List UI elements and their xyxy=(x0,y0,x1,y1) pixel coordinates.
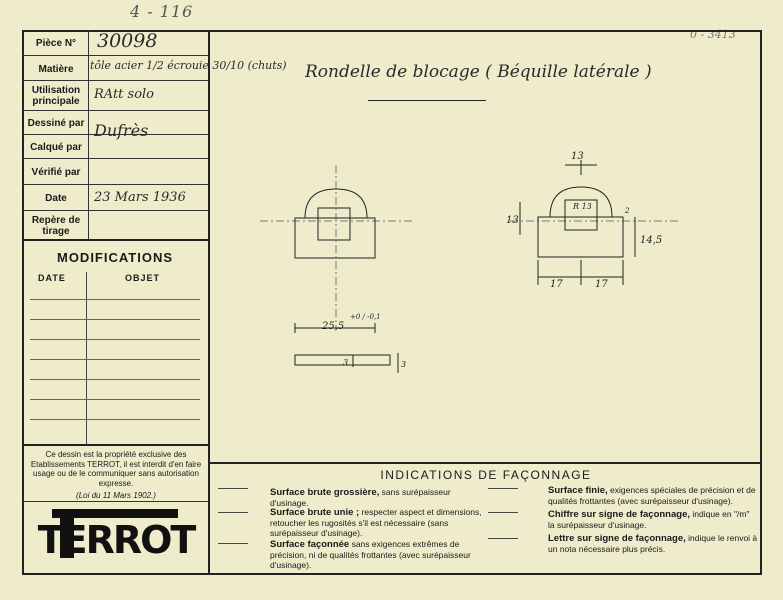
dim-3: 3 xyxy=(343,358,349,367)
indication-5 xyxy=(548,509,758,530)
indication-3 xyxy=(270,539,485,570)
title-underline xyxy=(368,100,486,101)
indication-6 xyxy=(548,533,758,554)
copyright-text: Ce dessin est la propriété exclusive des Etablissements TERROT, il est interdit d'en faire usage ou de le communiquer sans autorisation expresse. xyxy=(30,450,202,488)
date-label: Date xyxy=(45,193,67,204)
logo-divider xyxy=(22,501,208,502)
shaped-surface-symbol xyxy=(218,543,248,557)
utilisation-value: RAtt solo xyxy=(94,87,155,102)
dim-13-top: 13 xyxy=(571,151,584,162)
matiere-value: tôle acier 1/2 écrouie 30/10 (chuts) xyxy=(90,59,287,72)
piece-row xyxy=(22,30,208,56)
indications-title: INDICATIONS DE FAÇONNAGE xyxy=(380,468,592,482)
indication-3-desc: sans exigences extrêmes de précision, ni de qualités frottantes (avec surépaisseur d'usinage). xyxy=(270,539,471,570)
dim-25-5: 25,5 xyxy=(322,321,345,332)
indication-2-name: Surface brute unie ; xyxy=(270,507,360,518)
indication-2-desc: respecter aspect et dimensions, retoucher les rugosités s'il est nécessaire (sans surépaisseur d'usinage). xyxy=(270,507,482,538)
terrot-logo-mark xyxy=(37,507,195,563)
technical-drawing xyxy=(210,105,762,460)
dessine-row xyxy=(22,111,208,140)
indication-4-desc: exigences spéciales de précision et de qualités frottantes (avec surépaisseur d'usinage). xyxy=(548,485,756,506)
utilisation-row xyxy=(22,81,208,111)
letter-sign-symbol xyxy=(488,538,518,552)
dim-3b: 3 xyxy=(401,360,407,369)
indication-1-desc: sans surépaisseur d'usinage. xyxy=(270,487,451,508)
repere-label: Repère de tirage xyxy=(31,215,81,237)
dim-2: 2 xyxy=(625,207,630,215)
calque-label: Calqué par xyxy=(30,142,82,153)
dessine-label: Dessiné par xyxy=(27,118,85,129)
modifications-objet-header: OBJET xyxy=(125,273,161,283)
matiere-row xyxy=(22,56,287,81)
indication-6-desc: indique le renvoi à un nota nécessaire plus précis. xyxy=(548,533,758,554)
dim-13-left: 13 xyxy=(506,215,519,226)
finished-surface-symbol xyxy=(488,488,518,502)
indication-1-name: Surface brute grossière, xyxy=(270,487,380,498)
dim-17-left: 17 xyxy=(550,279,563,290)
indication-4 xyxy=(548,485,758,506)
indication-5-name: Chiffre sur signe de façonnage, xyxy=(548,509,690,520)
dim-radius: R 13 xyxy=(573,202,592,211)
copyright-notice xyxy=(26,450,206,501)
front-view xyxy=(260,165,415,330)
terrot-logo xyxy=(37,507,195,563)
modifications-rule xyxy=(30,399,200,400)
modifications-title: MODIFICATIONS xyxy=(56,250,174,265)
dim-14-5: 14,5 xyxy=(640,235,663,246)
calque-row xyxy=(22,135,208,159)
drawing-title: Rondelle de blocage ( Béquille latérale ) xyxy=(305,62,652,82)
reference-number: 0 - 3413 xyxy=(690,28,736,41)
indication-5-desc: indique en "/m" la surépaisseur d'usinage. xyxy=(548,509,750,530)
plain-surface-symbol xyxy=(218,512,248,526)
modifications-bottom-rule xyxy=(22,444,208,446)
dim-17-right: 17 xyxy=(595,279,608,290)
modifications-rule xyxy=(30,359,200,360)
date-value: 23 Mars 1936 xyxy=(94,190,186,205)
date-row xyxy=(22,185,208,211)
figure-sign-symbol xyxy=(488,512,518,526)
indication-4-name: Surface finie, xyxy=(548,485,608,496)
logo-text: TERROT xyxy=(37,518,195,562)
modifications-rule xyxy=(30,319,200,320)
rough-surface-symbol xyxy=(218,488,248,502)
modifications-date-header: DATE xyxy=(38,273,66,283)
verifie-row xyxy=(22,159,208,185)
piece-value: 30098 xyxy=(97,30,158,52)
modifications-rule xyxy=(30,419,200,420)
piece-label: Pièce N° xyxy=(35,38,77,49)
right-view xyxy=(510,160,680,285)
top-handwritten-note: 4 - 116 xyxy=(130,2,194,21)
repere-row xyxy=(22,211,208,241)
copyright-law: (Loi du 11 Mars 1902.) xyxy=(76,491,156,500)
indication-1 xyxy=(270,487,485,508)
indication-2 xyxy=(270,507,485,538)
utilisation-label: Utilisation principale xyxy=(31,85,81,107)
indication-3-name: Surface façonnée xyxy=(270,539,350,550)
dessine-value: Dufrès xyxy=(94,121,149,140)
dim-tolerance: +0 / -0,1 xyxy=(350,313,381,321)
verifie-label: Vérifié par xyxy=(31,167,81,178)
modifications-rule xyxy=(30,299,200,300)
modifications-rule xyxy=(30,379,200,380)
matiere-label: Matière xyxy=(38,64,74,75)
indication-6-name: Lettre sur signe de façonnage, xyxy=(548,533,686,544)
modifications-rule xyxy=(30,339,200,340)
